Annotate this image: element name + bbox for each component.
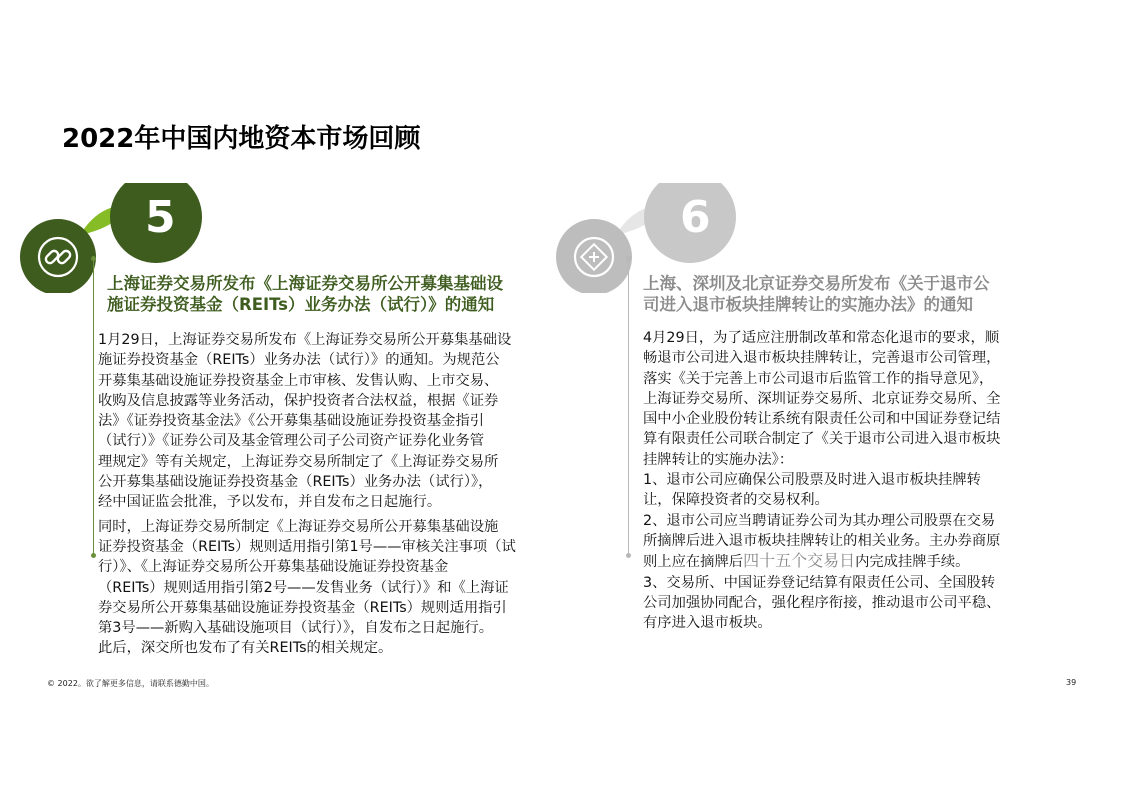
page-title: 2022年中国内地资本市场回顾 — [62, 124, 421, 154]
timeline-dot — [91, 256, 96, 261]
timeline-dot — [91, 553, 96, 558]
section-6-body: 4月29日，为了适应注册制改革和常态化退市的要求，顺 畅退市公司进入退市板块挂牌转让，完善退市公司管理， 落实《关于完善上市公司退市后监管工作的指导意见》， 上海证券交易所、深圳证券交易所、北京证券交易所、全 国中小企业股份转让系统有限责任公司和中国证券登记结 算有限责任公司联合制定了《关于退市公司进入退市板块 挂牌转让的实施办法》： 1、退市公司应确保公司股票及时进入退市板块挂牌转 让，保障投资者的交易权利。 2、退市公司应当聘请证券公司为其办理公司股票在交易 所摘牌后进入退市板块挂牌转让的相关业务。主办券商原 则上应在摘牌后四十五个交易日内完成挂牌手续。 3、交易所、中国证券登记结算有限责任公司、全国股转 公司加强协同配合，强化程序衔接，推动退市公司平稳、 有序进入退市板块。 — [643, 330, 1001, 632]
page-number: 39 — [1066, 678, 1077, 687]
section-5-title: 上海证券交易所发布《上海证券交易所公开募集基础设 施证券投资基金（REITs）业务办法（试行）》的通知 — [107, 274, 503, 314]
section-6-number: 6 — [680, 192, 711, 243]
highlight-text: 四十五个交易日 — [743, 551, 856, 571]
section-6-timeline — [628, 258, 629, 556]
section-5-timeline — [93, 258, 94, 556]
paragraph: 同时，上海证券交易所制定《上海证券交易所公开募集基础设施 证券投资基金（REITs）规则适用指引第1号——审核关注事项（试 行）》、《上海证券交易所公开募集基础设施证券投资基金 （REITs）规则适用指引第2号——发售业务（试行）》和《上海证 券交易所公开募集基础设施证券投资基金（REITs）规则适用指引 第3号——新购入基础设施项目（试行）》，自发布之日起施行。 此后，深交所也发布了有关REITs的相关规定。 — [98, 518, 516, 657]
paragraph: 1月29日，上海证券交易所发布《上海证券交易所公开募集基础设 施证券投资基金（REITs）业务办法（试行）》的通知。为规范公 开募集基础设施证券投资基金上市审核、发售认购、上市交易、 收购及信息披露等业务活动，保护投资者合法权益，根据《证券 法》《证券投资基金法》《公开募集基础设施证券投资基金指引 （试行）》《证券公司及基金管理公司子公司资产证券化业务管 理规定》等有关规定，上海证券交易所制定了《上海证券交易所 公开募集基础设施证券投资基金（REITs）业务办法（试行）》， 经中国证监会批准，予以发布，并自发布之日起施行。 — [98, 332, 512, 511]
footer-copyright: © 2022。欲了解更多信息，请联系德勤中国。 — [47, 679, 214, 688]
timeline-dot — [626, 553, 631, 558]
section-6-title: 上海、深圳及北京证券交易所发布《关于退市公 司进入退市板块挂牌转让的实施办法》的通知 — [643, 274, 990, 314]
timeline-dot — [626, 256, 631, 261]
section-5-body — [98, 330, 568, 659]
section-5-number: 5 — [145, 192, 176, 243]
